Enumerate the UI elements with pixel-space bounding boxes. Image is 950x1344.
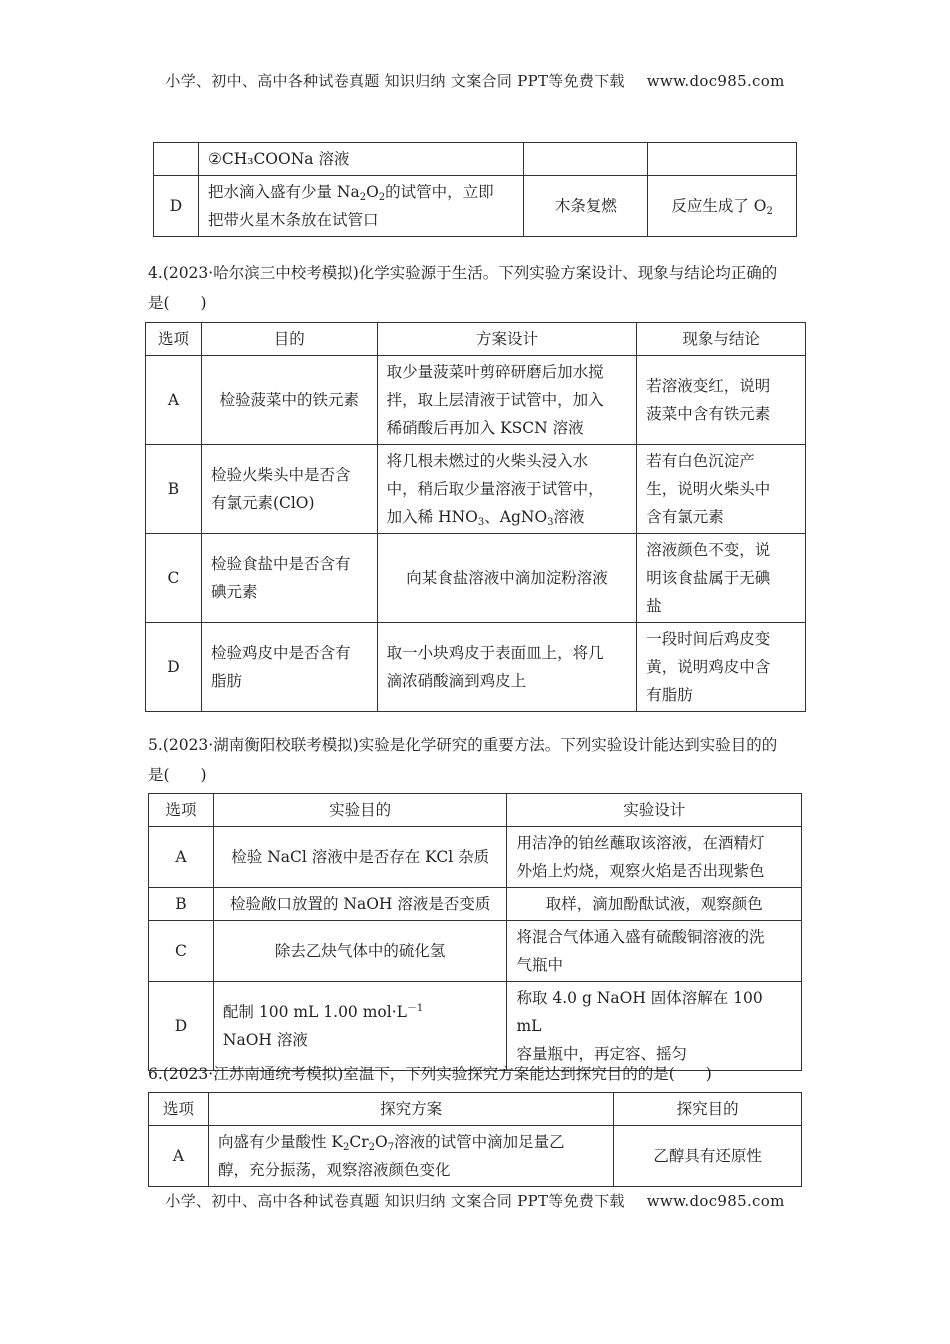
- table-row: C 除去乙炔气体中的硫化氢 将混合气体通入盛有硫酸铜溶液的洗 气瓶中: [149, 921, 802, 982]
- table-row: D 检验鸡皮中是否含有 脂肪 取一小块鸡皮于表面皿上，将几 滴浓硝酸滴到鸡皮上 一段时间后鸡皮变 黄，说明鸡皮中含 有脂肪: [146, 623, 806, 712]
- table-row: D 配制 100 mL 1.00 $mol\cdot L^{-1}$ NaOH 溶液 称取 4.0 g NaOH 固体溶解在 100 mL 容量瓶中，再定容、摇匀: [149, 982, 802, 1071]
- table-row: A 检验菠菜中的铁元素 取少量菠菜叶剪碎研磨后加水搅 拌，取上层清液于试管中，加入 稀硝酸后再加入 KSCN 溶液 若溶液变红，说明 菠菜中含有铁元素: [146, 356, 806, 445]
- question-4-stem: 4.(2023·哈尔滨三中校考模拟)化学实验源于生活。下列实验方案设计、现象与结论均正确的 是( ): [148, 264, 778, 312]
- table-cell-option: D: [154, 176, 199, 237]
- table-header-row: 选项 目的 方案设计 现象与结论: [146, 323, 806, 356]
- header-text: 小学、初中、高中各种试卷真题 知识归纳 文案合同 PPT等免费下载: [165, 72, 625, 90]
- table-row: B 检验火柴头中是否含 有氯元素(ClO) 将几根未燃过的火柴头浸入水 中，稍后取少量溶液于试管中， 加入稀 $HNO_3$、AgNO$_3$溶液 若有白色沉淀产 生，说明火柴头中 含有氯元素: [146, 445, 806, 534]
- table-row: A 检验 NaCl 溶液中是否存在 KCl 杂质 用洁净的铂丝蘸取该溶液，在酒精灯 外焰上灼烧，观察火焰是否出现紫色: [149, 827, 802, 888]
- table-cell-conclusion: 反应生成了 $O_2$: [648, 176, 797, 237]
- page-footer: [0, 1190, 950, 1211]
- table-top: [153, 142, 797, 237]
- header-url: www.doc985.com: [646, 72, 785, 90]
- table-cell-design: 把水滴入盛有少量 $Na_2O_2$的试管中，立即 把带火星木条放在试管口: [198, 176, 524, 237]
- question-5-stem: 5.(2023·湖南衡阳校联考模拟)实验是化学研究的重要方法。下列实验设计能达到实验目的的 是( ): [148, 736, 778, 784]
- table-row: [154, 143, 797, 176]
- table-q6: [148, 1092, 802, 1187]
- table-q5: [148, 793, 802, 1071]
- footer-url: www.doc985.com: [646, 1192, 785, 1210]
- question-6-stem: 6.(2023·江苏南通统考模拟)室温下，下列实验探究方案能达到探究目的的是( ): [148, 1065, 712, 1083]
- table-header-row: 选项 探究方案 探究目的: [149, 1093, 802, 1126]
- table-row: [154, 176, 797, 237]
- table-cell-phenomenon: 木条复燃: [524, 176, 648, 237]
- table-row: C 检验食盐中是否含有 碘元素 向某食盐溶液中滴加淀粉溶液 溶液颜色不变，说 明该食盐属于无碘 盐: [146, 534, 806, 623]
- table-row: B 检验敞口放置的 NaOH 溶液是否变质 取样，滴加酚酞试液，观察颜色: [149, 888, 802, 921]
- table-header-row: 选项 实验目的 实验设计: [149, 794, 802, 827]
- page-header: [0, 70, 950, 91]
- table-cell-design: ②CH₃COONa 溶液: [198, 143, 524, 176]
- table-q4: [145, 322, 806, 712]
- footer-text: 小学、初中、高中各种试卷真题 知识归纳 文案合同 PPT等免费下载: [165, 1192, 625, 1210]
- table-row: A 向盛有少量酸性 $K_2Cr_2O_7$溶液的试管中滴加足量乙 醇，充分振荡，观察溶液颜色变化 乙醇具有还原性: [149, 1126, 802, 1187]
